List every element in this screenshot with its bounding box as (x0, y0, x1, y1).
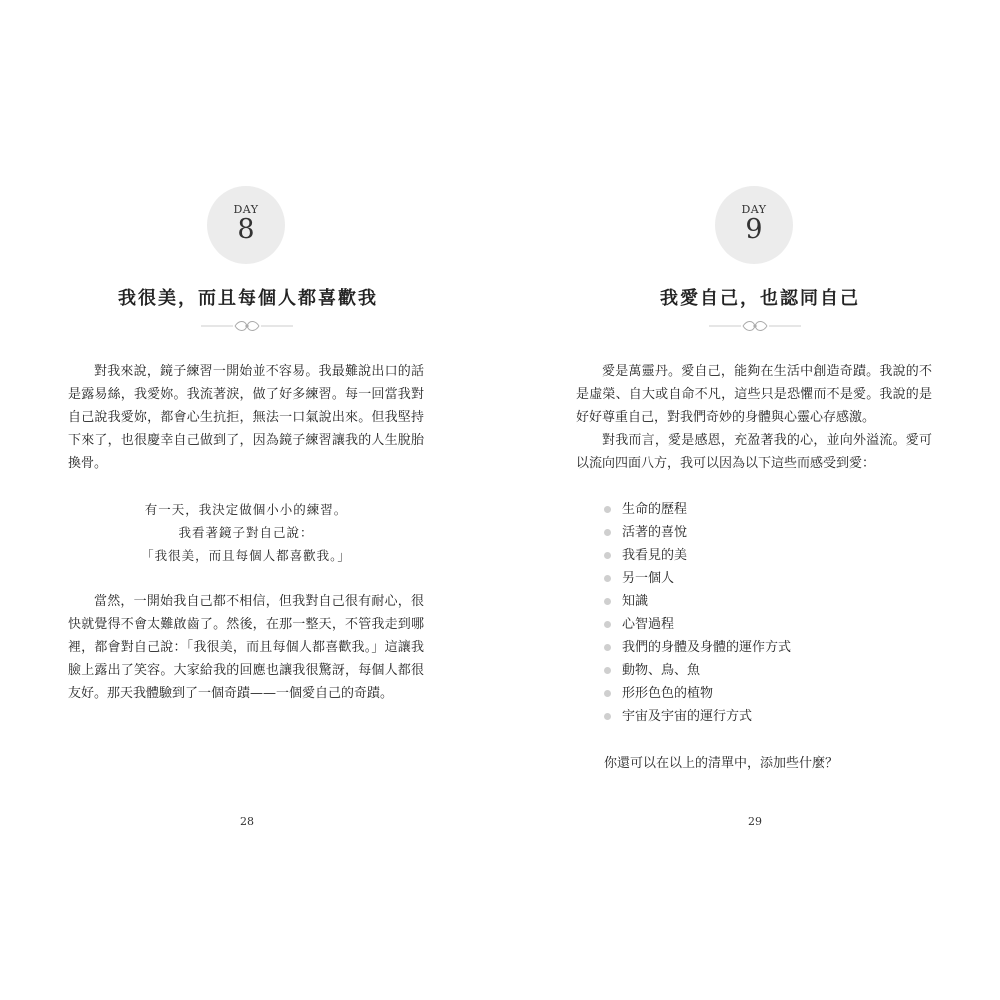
bullet-icon (604, 506, 611, 513)
bullet-icon (604, 667, 611, 674)
bullet-icon (604, 690, 611, 697)
list-item-text: 動物、鳥、魚 (622, 663, 701, 678)
chapter-title: 我愛自己，也認同自己 (660, 288, 860, 309)
day-number: 9 (745, 214, 763, 245)
quote-line: 我看著鏡子對自己說： (178, 525, 314, 540)
bullet-icon (604, 552, 611, 559)
paragraph: 愛是萬靈丹。愛自己，能夠在生活中創造奇蹟。我說的不是虛榮、自大或自命不凡，這些只是恐懼而不是愛。我說的是好好尊重自己，對我們奇妙的身體與心靈心存感激。 (576, 364, 932, 425)
bullet-icon (604, 575, 611, 582)
list-item (600, 705, 940, 728)
chapter-title: 我很美，而且每個人都喜歡我 (118, 288, 378, 309)
list-item (600, 590, 940, 613)
paragraph: 對我而言，愛是感恩，充盈著我的心，並向外溢流。愛可以流向四面八方，我可以因為以下這些而感受到愛： (576, 433, 932, 471)
page-number: 28 (240, 815, 254, 828)
quote-line: 「我很美，而且每個人都喜歡我。」 (141, 548, 351, 563)
list-item-text: 另一個人 (622, 571, 675, 586)
list-item (600, 659, 940, 682)
list-item-text: 我們的身體及身體的運作方式 (622, 640, 792, 655)
ornament-divider-icon (199, 318, 295, 334)
bullet-icon (604, 621, 611, 628)
bullet-icon (604, 644, 611, 651)
list-item-text: 宇宙及宇宙的運行方式 (622, 709, 753, 724)
right-page (500, 0, 1000, 1000)
list-item (600, 636, 940, 659)
bullet-icon (604, 598, 611, 605)
day-label: DAY (741, 203, 767, 216)
list-item-text: 形形色色的植物 (622, 686, 714, 701)
list-item (600, 521, 940, 544)
paragraph: 當然，一開始我自己都不相信，但我對自己很有耐心，很快就覺得不會太難啟齒了。然後，在那一整天，不管我走到哪裡，都會對自己說：「我很美，而且每個人都喜歡我。」這讓我臉上露出了笑容。大家給我的回應也讓我很驚訝，每個人都很友好。那天我體驗到了一個奇蹟——一個愛自己的奇蹟。 (68, 594, 424, 701)
day-badge (715, 186, 793, 264)
ornament-divider-icon (707, 318, 803, 334)
quote-line: 有一天，我決定做個小小的練習。 (144, 502, 348, 517)
body-text (68, 590, 424, 705)
list-item-text: 心智過程 (622, 617, 675, 632)
list-item (600, 544, 940, 567)
list-item-text: 知識 (622, 594, 649, 609)
day-label: DAY (233, 203, 259, 216)
list-item-text: 我看見的美 (622, 548, 688, 563)
list-item-text: 生命的歷程 (622, 502, 688, 517)
list-item (600, 613, 940, 636)
day-number: 8 (237, 214, 255, 245)
closing-question: 你還可以在以上的清單中，添加些什麼？ (604, 756, 839, 771)
list-item (600, 498, 940, 521)
page-number: 29 (748, 815, 762, 828)
bullet-icon (604, 529, 611, 536)
body-text (68, 360, 424, 475)
body-text (576, 360, 932, 475)
list-item (600, 567, 940, 590)
list-item (600, 682, 940, 705)
bullet-list (600, 498, 940, 728)
paragraph: 對我來說，鏡子練習一開始並不容易。我最難說出口的話是露易絲，我愛妳。我流著淚，做了好多練習。每一回當我對自己說我愛妳，都會心生抗拒，無法一口氣說出來。但我堅持下來了，也很慶幸自己做到了，因為鏡子練習讓我的人生脫胎換骨。 (68, 364, 424, 471)
quote-block (68, 498, 424, 567)
list-item-text: 活著的喜悅 (622, 525, 688, 540)
bullet-icon (604, 713, 611, 720)
day-badge (207, 186, 285, 264)
